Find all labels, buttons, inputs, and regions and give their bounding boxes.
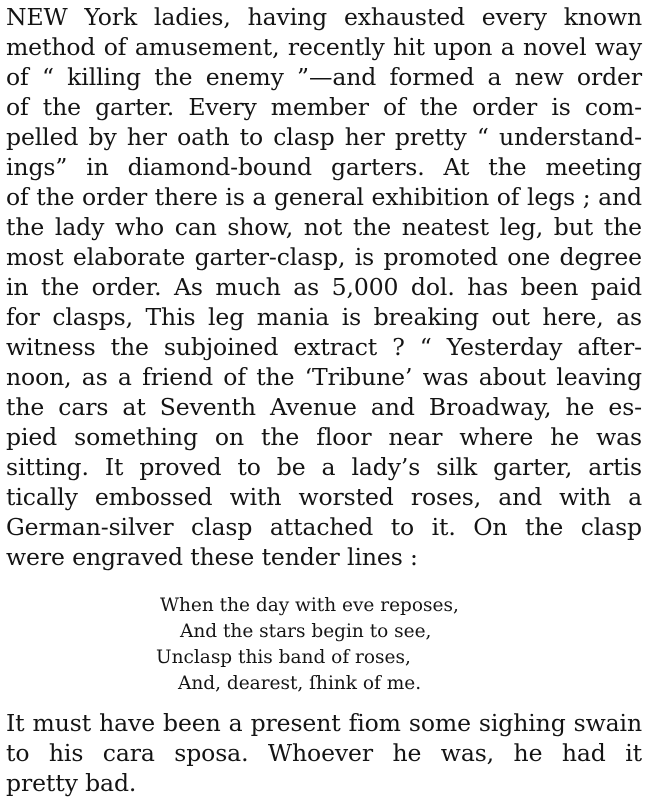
- paragraph-line: witness the subjoined extract ? “ Yesterday after-: [6, 333, 642, 361]
- paragraph-line: method of amusement, recently hit upon a novel way: [6, 33, 642, 61]
- paragraph-line: ings” in diamond-bound garters. At the meeting: [6, 153, 642, 181]
- paragraph-line: NEW York ladies, having exhausted every known: [6, 3, 642, 31]
- paragraph-line: to his cara sposa. Whoever he was, he had it: [6, 739, 642, 767]
- paragraph-line: It must have been a present fiom some sighing swain: [6, 709, 642, 737]
- verse-line: Unclasp this band of roses,: [156, 647, 411, 668]
- paragraph-line: pied something on the floor near where he was: [6, 423, 642, 451]
- paragraph-line: sitting. It proved to be a lady’s silk garter, artis: [6, 453, 642, 481]
- paragraph-line: of “ killing the enemy ”—and formed a new order: [6, 63, 642, 91]
- paragraph-line: tically embossed with worsted roses, and with a: [6, 483, 642, 511]
- paragraph-line: the lady who can show, not the neatest leg, but the: [6, 213, 642, 241]
- paragraph-line: most elaborate garter-clasp, is promoted one degree: [6, 243, 642, 271]
- paragraph-line: the cars at Seventh Avenue and Broadway, he es-: [6, 393, 642, 421]
- paragraph-line: pretty bad.: [6, 769, 137, 797]
- paragraph-line: in the order. As much as 5,000 dol. has been paid: [6, 273, 642, 301]
- paragraph-line: of the order there is a general exhibition of legs ; and: [6, 183, 642, 211]
- paragraph-line: German-silver clasp attached to it. On the clasp: [6, 513, 642, 541]
- verse-line: And, dearest, ſhink of me.: [178, 673, 422, 694]
- paragraph-line: noon, as a friend of the ‘Tribune’ was about leaving: [6, 363, 642, 391]
- paragraph-line: pelled by her oath to clasp her pretty “ understand-: [6, 123, 642, 151]
- paragraph-line: were engraved these tender lines :: [6, 543, 418, 571]
- verse-line: When the day with eve reposes,: [160, 595, 459, 616]
- paragraph-line: for clasps, This leg mania is breaking out here, as: [6, 303, 642, 331]
- paragraph-line: of the garter. Every member of the order is com-: [6, 93, 642, 121]
- verse-line: And the stars begin to see,: [180, 621, 432, 642]
